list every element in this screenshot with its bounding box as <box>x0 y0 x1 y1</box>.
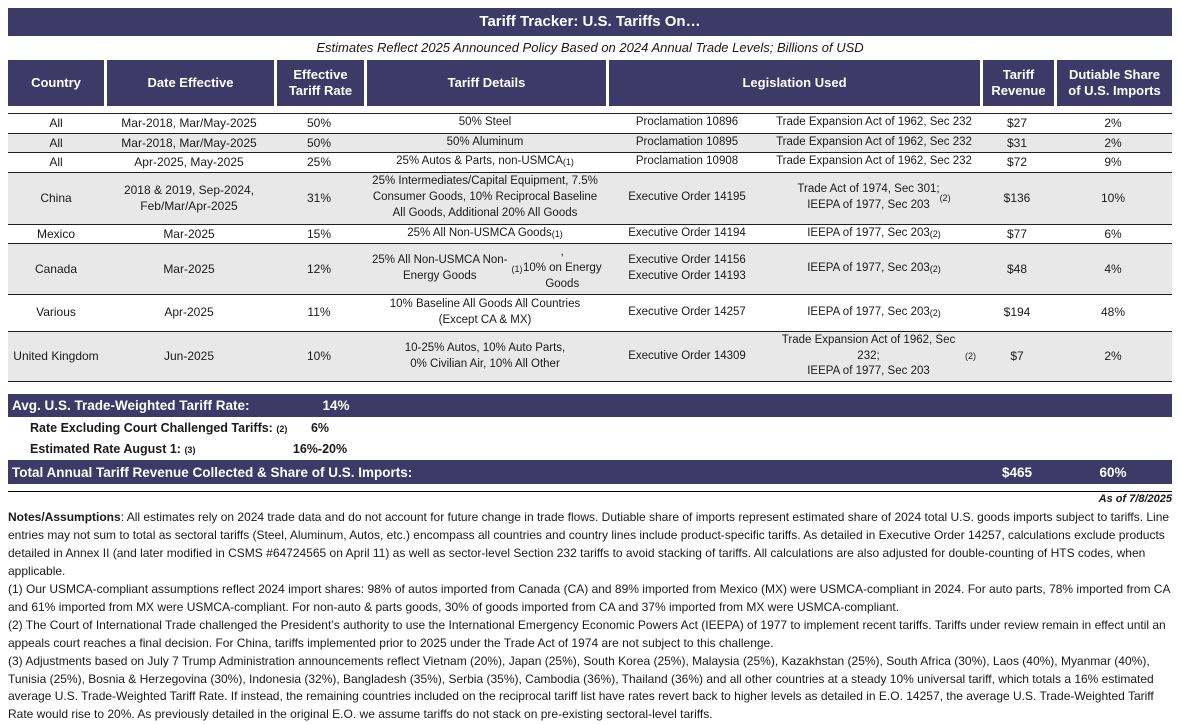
cell-legislation-act: Trade Expansion Act of 1962, Sec 232 <box>776 116 972 129</box>
cell-tariff-details: 25% Autos & Parts, non-USMCA (1) <box>396 155 574 168</box>
cell-country: Canada <box>34 261 78 276</box>
total-revenue-label: Total Annual Tariff Revenue Collected & Share of U.S. Imports: <box>12 464 413 480</box>
cell-dutiable-share: 9% <box>1104 155 1122 170</box>
cell-dutiable-share: 6% <box>1104 226 1122 241</box>
cell-tariff-rate: 12% <box>306 261 332 276</box>
rate-excluding-court-value: 6% <box>310 420 330 435</box>
col-header-tariff-revenue: Tariff Revenue <box>980 60 1054 106</box>
page-title: Tariff Tracker: U.S. Tariffs On… <box>8 8 1172 36</box>
notes-assumptions-paragraph: Notes/Assumptions: All estimates rely on 2024 trade data and do not account for future change in trade flows. Dutiable share of imports represent estimated share of 2024 total U.S. goods imports subject to tariffs. Line entries may not sum to total as sectoral tariffs (Steel, Aluminum, Autos, etc.) encompass all countries and country lines include product-specific tariffs. As detailed in Executive Order 14257, calculations exclude products detailed in Annex II (and later modified in CSMS #64724565 on April 11) as well as sector-level Section 232 tariffs to avoid stacking of tariffs. All calculations are also adjusted for double-counting of HTS codes, when applicable. <box>8 510 1170 579</box>
cell-tariff-details: 10% Baseline All Goods All Countries (Except CA & MX) <box>389 297 581 326</box>
cell-dutiable-share: 10% <box>1100 190 1126 205</box>
cell-country: Various <box>36 305 76 320</box>
total-share-value: 60% <box>1099 464 1127 480</box>
table-header-row <box>8 60 1172 106</box>
cell-country: United Kingdom <box>13 349 99 364</box>
avg-tariff-rate-label: Avg. U.S. Trade-Weighted Tariff Rate: <box>12 398 250 414</box>
cell-legislation-order: Proclamation 10896 <box>635 116 739 129</box>
cell-tariff-revenue: $7 <box>1010 349 1024 364</box>
cell-tariff-revenue: $27 <box>1006 116 1028 130</box>
cell-tariff-revenue: $72 <box>1006 155 1028 170</box>
avg-tariff-rate-value: 14% <box>322 398 350 414</box>
cell-legislation-order: Proclamation 10908 <box>635 155 739 168</box>
as-of-date: As of 7/8/2025 <box>1098 493 1172 506</box>
footnote-marker: (3) <box>184 444 196 455</box>
cell-legislation-order: Proclamation 10895 <box>635 135 739 148</box>
estimated-rate-august-label: Estimated Rate August 1: <box>30 441 181 456</box>
cell-legislation-order: Executive Order 14309 <box>628 349 746 362</box>
footnote-marker: (2) <box>276 423 288 434</box>
cell-legislation-act: Trade Expansion Act of 1962, Sec 232; IEEPA of 1977, Sec 203 (2) <box>781 333 976 378</box>
col-header-legislation-used: Legislation Used <box>606 60 980 106</box>
total-revenue-band <box>8 460 1172 484</box>
rate-excluding-court-label: Rate Excluding Court Challenged Tariffs: <box>30 420 273 435</box>
estimated-rate-august-row <box>8 438 1172 459</box>
footnote-1: (1) Our USMCA-compliant assumptions reflect 2024 import shares: 98% of autos imported from Canada (CA) and 89% imported from Mexico (MX) were USMCA-compliant in 2024. For auto parts, 78% imported from CA and 61% imported from MX were USMCA-compliant. For non-auto & parts goods, 30% of goods imported from CA and 37% imported from MX were USMCA-compliant. <box>8 581 1170 614</box>
avg-tariff-rate-band <box>8 394 1172 417</box>
cell-legislation-order: Executive Order 14156 Executive Order 14193 <box>628 254 746 282</box>
cell-country: China <box>40 190 72 205</box>
cell-country: All <box>49 155 63 170</box>
cell-legislation-order: Executive Order 14194 <box>628 226 746 239</box>
notes-section <box>8 509 1172 724</box>
cell-legislation-act: Trade Expansion Act of 1962, Sec 232 <box>776 135 972 148</box>
cell-tariff-rate: 15% <box>306 226 332 241</box>
cell-date-effective: Mar-2018, Mar/May-2025 <box>121 135 257 150</box>
cell-tariff-details: 25% All Non-USMCA Non-Energy Goods (1) , 10% on Energy Goods <box>372 246 602 290</box>
rate-excluding-court-row <box>8 417 1172 438</box>
cell-tariff-rate: 31% <box>306 190 332 205</box>
cell-date-effective: Apr-2025, May-2025 <box>134 155 244 170</box>
cell-date-effective: Apr-2025 <box>164 305 214 320</box>
cell-date-effective: Jun-2025 <box>163 349 215 364</box>
col-header-tariff-details: Tariff Details <box>364 60 606 106</box>
cell-dutiable-share: 2% <box>1104 135 1122 150</box>
cell-tariff-rate: 50% <box>306 135 332 150</box>
cell-date-effective: Mar-2018, Mar/May-2025 <box>121 116 257 130</box>
cell-tariff-rate: 50% <box>306 116 332 130</box>
cell-legislation-act: IEEPA of 1977, Sec 203 (2) <box>807 305 941 318</box>
estimated-rate-august-value: 16%-20% <box>292 441 348 456</box>
cell-tariff-rate: 25% <box>306 155 332 170</box>
cell-tariff-details: 25% Intermediates/Capital Equipment, 7.5% Consumer Goods, 10% Reciprocal Baseline All Goods, Additional 20% All Goods <box>372 175 598 220</box>
notes-label: Notes/Assumptions <box>8 510 121 525</box>
cell-legislation-order: Executive Order 14257 <box>628 305 746 318</box>
cell-tariff-details: 25% All Non-USMCA Goods (1) <box>407 226 563 239</box>
cell-tariff-details: 50% Steel <box>458 116 512 129</box>
cell-date-effective: Mar-2025 <box>163 226 215 241</box>
cell-tariff-details: 10-25% Autos, 10% Auto Parts, 0% Civilian Air, 10% All Other <box>404 341 566 370</box>
table-body <box>8 113 1172 382</box>
table-row <box>8 225 1172 245</box>
cell-legislation-order: Executive Order 14195 <box>628 191 746 204</box>
col-header-dutiable-share: Dutiable Share of U.S. Imports <box>1054 60 1172 106</box>
col-header-effective-tariff-rate: Effective Tariff Rate <box>274 60 364 106</box>
total-revenue-value: $465 <box>1001 464 1033 480</box>
cell-legislation-act: IEEPA of 1977, Sec 203 (2) <box>807 262 941 275</box>
cell-tariff-revenue: $136 <box>1003 190 1031 205</box>
cell-tariff-revenue: $48 <box>1006 261 1028 276</box>
table-row <box>8 134 1172 154</box>
table-row <box>8 114 1172 134</box>
cell-legislation-act: Trade Act of 1974, Sec 301; IEEPA of 1977, Sec 203 (2) <box>797 183 951 212</box>
table-row <box>8 153 1172 173</box>
cell-tariff-rate: 10% <box>306 349 332 364</box>
cell-country: All <box>49 135 63 150</box>
cell-tariff-revenue: $31 <box>1006 135 1028 150</box>
cell-legislation-act: Trade Expansion Act of 1962, Sec 232 <box>776 155 972 168</box>
cell-dutiable-share: 2% <box>1104 116 1122 130</box>
table-row <box>8 244 1172 295</box>
footnote-3: (3) Adjustments based on July 7 Trump Administration announcements reflect Vietnam (20%), Japan (25%), South Korea (25%), Malaysia (25%), Kazakhstan (25%), South Africa (30%), Laos (40%), Myanmar (40%), Tunisia (25%), Bosnia & Herzegovina (30%), Indonesia (32%), Bangladesh (35%), Serbia (35%), Cambodia (36%), Thailand (36%) and all other countries at a steady 10% universal tariff, which totals a 16% estimated average U.S. Trade-Weighted Tariff Rate. If instead, the remaining countries included on the reciprocal tariff list have rates revert back to higher levels as detailed in E.O. 14257, the average U.S. Trade-Weighted Tariff Rate would rise to 20%. As previously detailed in the original E.O. we assume tariffs do not stack on pre-existing sectoral-level tariffs. <box>8 653 1154 722</box>
cell-dutiable-share: 4% <box>1104 261 1122 276</box>
table-row <box>8 332 1172 383</box>
col-header-country: Country <box>8 60 104 106</box>
cell-dutiable-share: 2% <box>1104 349 1122 364</box>
cell-tariff-rate: 11% <box>307 305 331 320</box>
page-subtitle: Estimates Reflect 2025 Announced Policy Based on 2024 Annual Trade Levels; Billions of USD <box>316 40 864 55</box>
cell-country: Mexico <box>36 226 75 241</box>
cell-dutiable-share: 48% <box>1100 305 1126 320</box>
table-row <box>8 173 1172 225</box>
cell-date-effective: 2018 & 2019, Sep-2024, Feb/Mar/Apr-2025 <box>123 182 255 214</box>
cell-legislation-act: IEEPA of 1977, Sec 203 (2) <box>807 226 941 239</box>
cell-date-effective: Mar-2025 <box>163 261 215 276</box>
cell-tariff-revenue: $194 <box>1003 305 1031 320</box>
col-header-date-effective: Date Effective <box>104 60 274 106</box>
cell-tariff-revenue: $77 <box>1006 226 1028 241</box>
cell-tariff-details: 50% Aluminum <box>446 135 524 148</box>
footnote-2: (2) The Court of International Trade challenged the President’s authority to use the International Emergency Economic Powers Act (IEEPA) of 1977 to implement recent tariffs. Tariffs under review remain in effect until an appeals court reaches a final decision. For China, tariffs implemented prior to 2025 under the Trade Act of 1974 are not subject to this challenge. <box>8 617 1166 650</box>
table-row <box>8 295 1172 332</box>
cell-country: All <box>49 116 63 130</box>
